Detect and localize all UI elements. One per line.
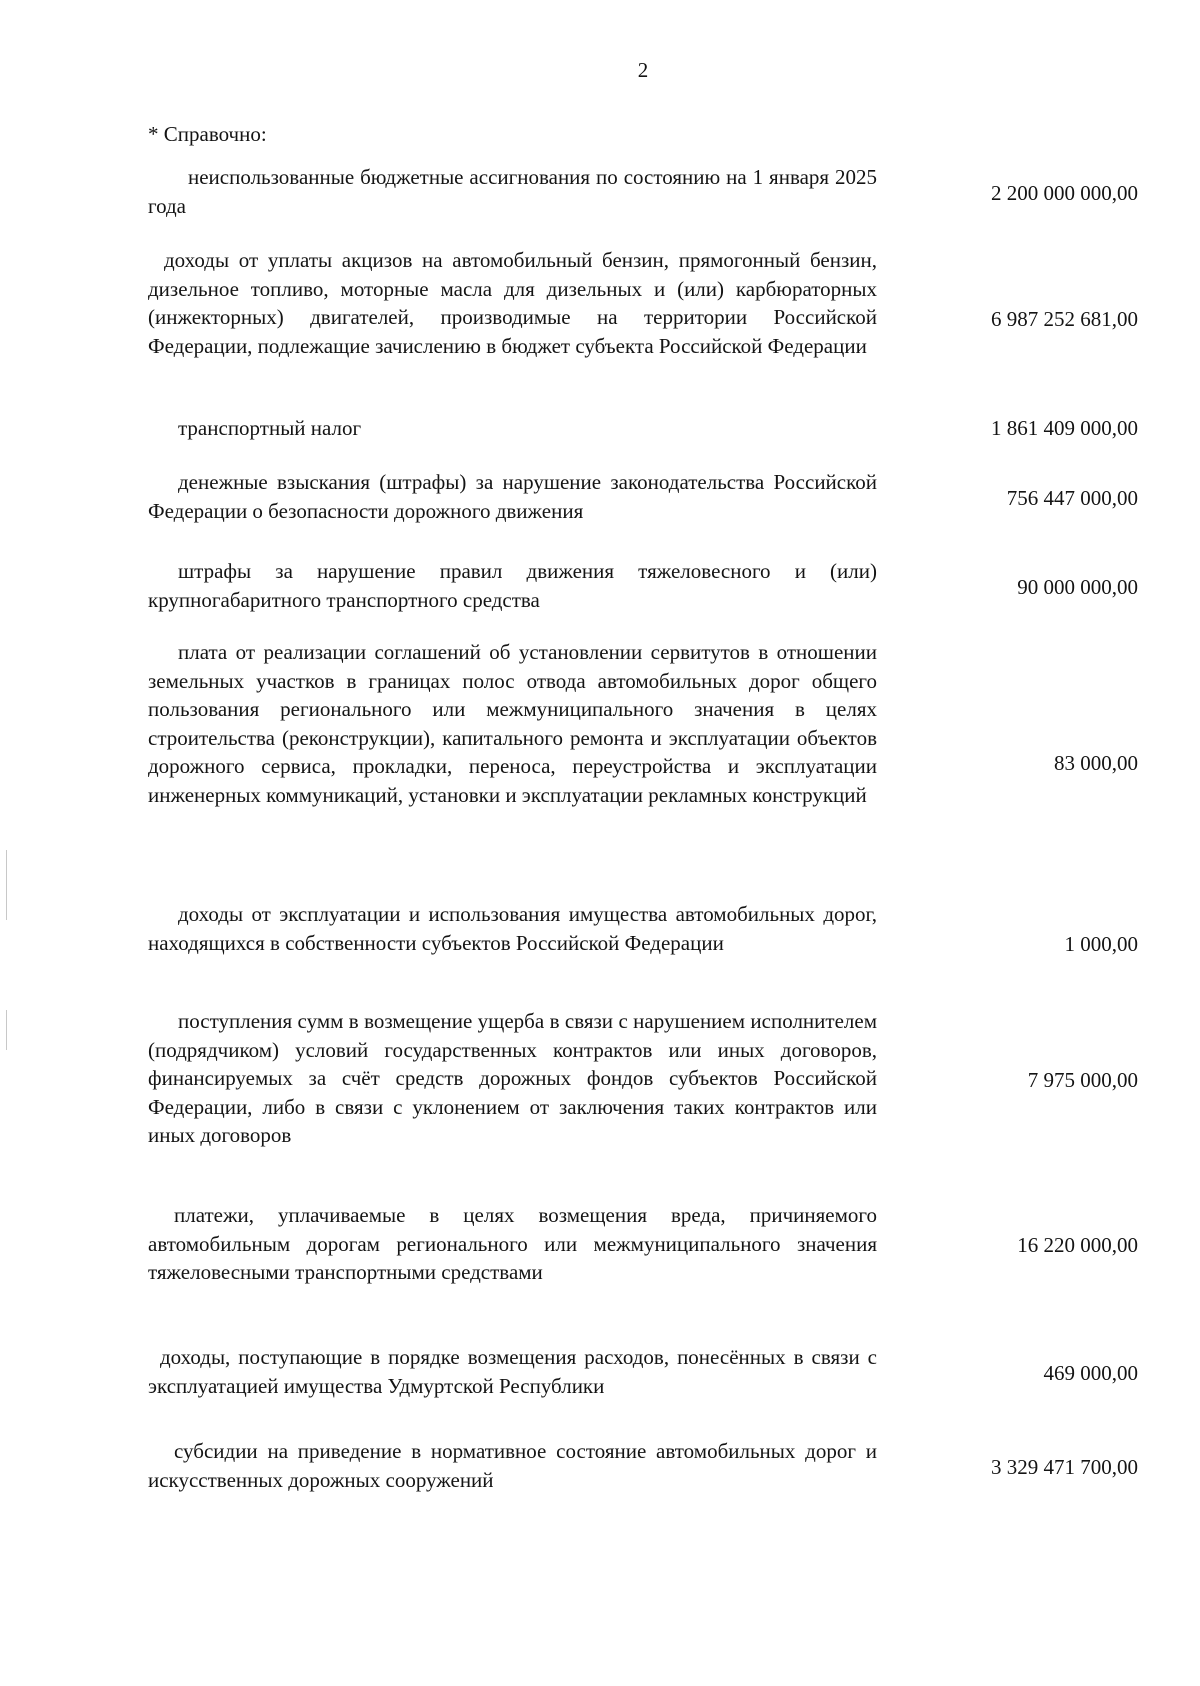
row-amount: 1 861 409 000,00: [991, 416, 1138, 440]
row-description: платежи, уплачиваемые в целях возмещения вреда, причиняемого автомобильным дорогам регионального или межмуниципального значения тяжеловесными транспортными средствами: [148, 1203, 877, 1285]
row-amount: 3 329 471 700,00: [991, 1455, 1138, 1479]
row-amount: 1 000,00: [1064, 932, 1138, 956]
row-description: поступления сумм в возмещение ущерба в связи с нарушением исполнителем (подрядчиком) условий государственных контрактов или иных договоров, финансируемых за счёт средств дорожных фондов субъектов Российской Федерации, либо в связи с уклонением от заключения таких контрактов или иных договоров: [148, 1009, 877, 1148]
reference-row: [148, 1437, 1138, 1499]
page-number: 2: [637, 58, 649, 82]
row-amount: 6 987 252 681,00: [991, 307, 1138, 331]
row-amount: 7 975 000,00: [1027, 1068, 1138, 1092]
scan-edge-mark: [6, 1010, 7, 1050]
reference-row: [148, 163, 1138, 225]
row-amount: 90 000 000,00: [1017, 575, 1138, 599]
row-description: штрафы за нарушение правил движения тяжеловесного и (или) крупногабаритного транспортного средства: [148, 559, 877, 612]
reference-row: [148, 900, 1138, 990]
scan-edge-mark: [6, 850, 7, 920]
row-amount: 83 000,00: [1054, 751, 1138, 775]
row-description: денежные взыскания (штрафы) за нарушение законодательства Российской Федерации о безопасности дорожного движения: [148, 470, 877, 523]
row-description: неиспользованные бюджетные ассигнования по состоянию на 1 января 2025 года: [148, 165, 877, 218]
reference-row: [148, 468, 1138, 530]
row-description: субсидии на приведение в нормативное состояние автомобильных дорог и искусственных дорожных сооружений: [148, 1439, 877, 1492]
row-description: транспортный налог: [178, 416, 362, 440]
row-amount: 2 200 000 000,00: [991, 181, 1138, 205]
reference-row: [148, 557, 1138, 619]
reference-row: [148, 246, 1138, 394]
reference-row: [148, 1343, 1138, 1405]
reference-heading: * Справочно:: [148, 122, 267, 146]
row-amount: 16 220 000,00: [1017, 1233, 1138, 1257]
row-description: плата от реализации соглашений об установлении сервитутов в отношении земельных участков в границах полос отвода автомобильных дорог общего пользования регионального или межмуниципального значения в целях строительства (реконструкции), капитального ремонта и эксплуатации объектов дорожного сервиса, прокладки, переноса, переустройства и эксплуатации инженерных коммуникаций, установки и эксплуатации рекламных конструкций: [148, 640, 877, 807]
reference-row: [148, 414, 1138, 446]
row-amount: 469 000,00: [1043, 1361, 1138, 1385]
reference-row: [148, 1007, 1138, 1155]
row-amount: 756 447 000,00: [1006, 486, 1138, 510]
row-description: доходы от эксплуатации и использования имущества автомобильных дорог, находящихся в собственности субъектов Российской Федерации: [148, 902, 877, 955]
reference-row: [148, 1201, 1138, 1291]
row-description: доходы, поступающие в порядке возмещения расходов, понесённых в связи с эксплуатацией имущества Удмуртской Республики: [148, 1345, 877, 1398]
reference-row: [148, 638, 1138, 874]
row-description: доходы от уплаты акцизов на автомобильный бензин, прямогонный бензин, дизельное топливо, моторные масла для дизельных и (или) карбюраторных (инжекторных) двигателей, производимые на территории Российской Федерации, подлежащие зачислению в бюджет субъекта Российской Федерации: [148, 248, 877, 358]
